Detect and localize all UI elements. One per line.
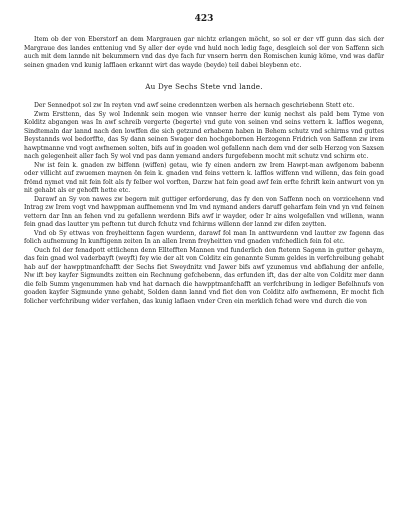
body-paragraph: Ouch fol der fenadpott ettlichenn denn Elltefften Mannen vnd funderlich den ftetenn Sagenn in gutter gehaym, das fein gnad wol vaderbayft (weyft) fey wie der alt von Colditz ein genannte Summ geldes in verfchreibung gehabt hab auf der hawpptmanfchafft der Sechs fiet Sweydnitz vnd Jawer bifs awf yzunemus vnd abflahung der anfelle, Nw ift bey kayfer Sigmundts zeitten ein Rechnung gefchebenn, das erfunden ift, das der alte von Colditz mer dann die felb Summ yngenummen hab vnd hat darnach die hawpptmanfchafft an verfchribung in lediger Befelhnufs von goaden kayfer Sigmunde ynne gehabt, Solden dann lannd vnd fiet den von Colditz alfo awfnemenn, Er mocht fich folicher verfchribung wider verfahen, das kunig laflaen vnder Cren ein merklich fchad were vnd durch die von — [24, 246, 384, 305]
body-paragraph: Nw ist fein k. gnaden zw biffenn (wiffen) getau, wie fy einen andern zw Irem Hawpt-man awfgenom babenn oder villicht auf zwuemen maynen ön fein k. gnaden vnd feins vettern k. lafflos wiffenn vnd willenn, das fein goad frömd nymet vnd nit fein folt als fy felber wol vorften, Darzw hat fein goad awf fein erfte fchrift kein antwurt von yn nit gehabt als er gehofft hette etc. — [24, 161, 384, 194]
body-paragraph: Der Sennedpot sol zw In reyten vnd awf seine credenntzen werben als hernach geschriebenn Stett etc. — [34, 102, 355, 109]
intro-paragraph: Item ob der von Eberstorf an dem Margrauen gar nichtz erlangen möcht, so sol er der vff gunn das sich der Margraue des landes entteniug vnd Sy aller der eyde vnd huld noch ledig fage, desgleich sol der von Saffenn sich auch mit dem lannde nit bekummern vnd das dye fach fur vnsern herrn den Romischen kunig köme, vnd was dafür seinen gnaden vnd kunig lafflaen erkannt wirt das wayde (beyde) teil dabei bleybenn etc. — [24, 36, 384, 69]
body-paragraph: Zwm Ersttenn, das Sy wol Indennk sein mogen wie vnnser herre der kunig nechst als pald bem Tyme von Kolditz abgangen was In awf schreib vergerte (begerte) vnd gute von seinen vnd seins vettern k. lafflos wegenn, Sindtemaln dar lannd nach den lowffen die sich getzund erhabenn haben in Behem schutz vnd schirms vnd guttes Beystannds wol bedorffte, das Sy dann seinen Swager den hochgebornen Herzogenn Fridrich von Saffenn zw irem hawptmanne vnd vogt awfnemen solten, bifs auf in goaden wol gefallenn nach dem vnd der selb Herzog von Saxsen nach gelegenheit aller fach Sy wol vnd pas dann yemand anders furgefebenn mocht mit schutz vnd schirm etc. — [24, 110, 384, 160]
body-paragraph: Vnd ob Sy ettwas von freyheittenn fagen wurdenn, darawf fol man In anttwurdenn vnd lautter zw fagenn das folich aufnemung In kunftigenn zeiten In an allen Irenn freyheitten vnd gnaden vnfchedlich fein fol etc. — [24, 229, 384, 245]
body-paragraph: Darawf an Sy von nawes zw begern mit guttiger erforderung, das fy den von Saffenn noch on vorzicehenn vnd Intrag zw Irem vogt vnd hawppman auffnemenn vnd Im vnd nymand anders daruff geharfam fein vnd yn vnd feinen vettern dar Inn an fehen vnd zu gefallenn werdenn Bifs awf ir wayder, oder Ir ains wolgefallen vnd willenn, wann fein gnad das lautter ym peftenn tut durch fchutz vnd fchirms willenn der lannd zw difen zeytten. — [24, 195, 384, 228]
page-number: 423 — [194, 14, 214, 24]
section-heading: Au Dye Sechs Stete vnd lande. — [145, 82, 263, 91]
